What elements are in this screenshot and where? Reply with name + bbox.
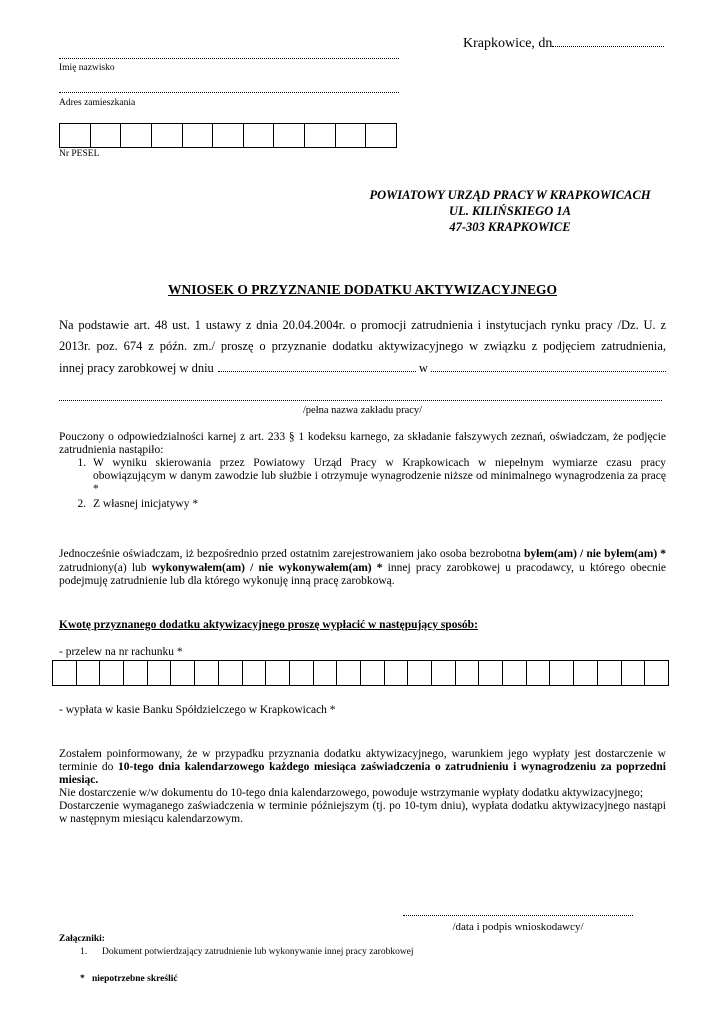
pesel-digit-box[interactable]	[183, 124, 214, 147]
declaration-b2: wykonywałem(am) / nie wykonywałem(am) *	[151, 561, 383, 574]
account-digit-box[interactable]	[314, 661, 338, 685]
pesel-digit-box[interactable]	[121, 124, 152, 147]
footnote	[80, 974, 178, 984]
place-date-label: Krapkowice, dn	[463, 36, 553, 51]
account-digit-box[interactable]	[503, 661, 527, 685]
employer-short-field[interactable]	[431, 371, 666, 372]
signature-label: /data i podpis wnioskodawcy/	[452, 921, 584, 933]
statement-list	[59, 457, 666, 511]
info-p1-bold: 10-tego dnia kalendarzowego każdego miesiąca zaświadczenia o zatrudnieniu i wynagrodzeniu za poprzedni miesiąc.	[59, 761, 666, 786]
place-date	[463, 36, 664, 52]
account-digit-box[interactable]	[171, 661, 195, 685]
account-digit-box[interactable]	[124, 661, 148, 685]
account-digit-box[interactable]	[243, 661, 267, 685]
account-digit-box[interactable]	[432, 661, 456, 685]
start-date-field[interactable]	[218, 371, 416, 372]
intro-line1: Na podstawie art. 48 ust. 1 ustawy z dnia 20.04.2004r. o promocji zatrudnienia i instytucjach rynku pracy /Dz. U. z	[59, 318, 666, 332]
declaration-p3: innej pracy zarobkowej u pracodawcy, u którego obecnie podejmuję zatrudnienie lub dla którego wykonuję inną pracę zarobkową.	[59, 561, 666, 587]
date-field[interactable]	[552, 46, 664, 47]
pesel-digit-box[interactable]	[60, 124, 91, 147]
cash-option: - wypłata w kasie Banku Spółdzielczego w Krapkowicach *	[59, 704, 336, 716]
account-digit-box[interactable]	[337, 661, 361, 685]
declaration-p2: zatrudniony(a) lub	[59, 561, 152, 574]
declaration	[59, 548, 666, 589]
account-digit-box[interactable]	[77, 661, 101, 685]
declaration-p1: Jednocześnie oświadczam, iż bezpośrednio przed ostatnim zarejestrowaniem jako osoba bezrobotna	[59, 548, 524, 560]
account-digit-box[interactable]	[622, 661, 646, 685]
payment-heading: Kwotę przyznanego dodatku aktywizacyjnego proszę wypłacić w następujący sposób:	[59, 619, 478, 631]
info-section	[59, 748, 666, 826]
account-digit-box[interactable]	[100, 661, 124, 685]
account-digit-box[interactable]	[479, 661, 503, 685]
statement-item-2: 2. Z własnej inicjatywy *	[89, 498, 666, 511]
declaration-b1: byłem(am) / nie byłem(am) *	[523, 548, 666, 560]
statement-text: Pouczony o odpowiedzialności karnej z art. 233 § 1 kodeksu karnego, za składanie fałszywych zeznań, oświadczam, że podjęcie zatrudnienia nastąpiło:	[59, 431, 666, 456]
intro-line3-w: w	[418, 361, 428, 375]
account-digit-box[interactable]	[53, 661, 77, 685]
attachment-item-1: 1. Dokument potwierdzający zatrudnienie lub wykonywanie innej pracy zarobkowej	[80, 947, 414, 957]
pesel-boxes[interactable]	[59, 123, 397, 148]
name-field[interactable]	[59, 52, 399, 59]
pesel-digit-box[interactable]	[213, 124, 244, 147]
statement-section	[59, 431, 666, 511]
account-digit-box[interactable]	[195, 661, 219, 685]
account-digit-box[interactable]	[385, 661, 409, 685]
transfer-option: - przelew na nr rachunku *	[59, 646, 183, 658]
account-digit-box[interactable]	[148, 661, 172, 685]
pesel-digit-box[interactable]	[244, 124, 275, 147]
account-digit-box[interactable]	[290, 661, 314, 685]
account-digit-box[interactable]	[266, 661, 290, 685]
account-digit-box[interactable]	[574, 661, 598, 685]
account-digit-box[interactable]	[645, 661, 668, 685]
recipient-line3: 47-303 KRAPKOWICE	[449, 220, 571, 234]
account-digit-box[interactable]	[550, 661, 574, 685]
account-digit-box[interactable]	[219, 661, 243, 685]
account-digit-box[interactable]	[598, 661, 622, 685]
info-p1-text: Zostałem poinformowany, że w przypadku przyznania dodatku aktywizacyjnego, warunkiem jego wypłaty jest dostarczenie w terminie do	[59, 748, 666, 773]
recipient-line2: UL. KILIŃSKIEGO 1A	[449, 204, 571, 218]
intro-line2: 2013r. poz. 674 z późn. zm./ proszę o przyznanie dodatku aktywizacyjnego w związku z podjęciem zatrudnienia,	[59, 339, 666, 353]
recipient-line1: POWIATOWY URZĄD PRACY W KRAPKOWICACH	[369, 188, 651, 202]
pesel-digit-box[interactable]	[274, 124, 305, 147]
employer-label: /pełna nazwa zakładu pracy/	[302, 405, 423, 416]
pesel-digit-box[interactable]	[91, 124, 122, 147]
name-label: Imię nazwisko	[59, 63, 115, 73]
attachments-heading: Załączniki:	[59, 934, 105, 944]
pesel-digit-box[interactable]	[152, 124, 183, 147]
attachment-item-1-text: Dokument potwierdzający zatrudnienie lub wykonywanie innej pracy zarobkowej	[102, 947, 414, 957]
signature-field[interactable]	[403, 911, 633, 916]
intro-line3	[59, 361, 666, 376]
account-digit-box[interactable]	[527, 661, 551, 685]
pesel-label: Nr PESEL	[59, 149, 100, 159]
address-field[interactable]	[59, 86, 399, 93]
info-p2: Nie dostarczenie w/w dokumentu do 10-tego dnia kalendarzowego, powoduje wstrzymanie wypłaty dodatku aktywizacyjnego;	[59, 787, 644, 799]
pesel-digit-box[interactable]	[305, 124, 336, 147]
footnote-text: niepotrzebne skreślić	[92, 974, 178, 984]
account-digit-box[interactable]	[456, 661, 480, 685]
intro-line3-text: innej pracy zarobkowej w dniu	[59, 361, 214, 375]
account-digit-box[interactable]	[408, 661, 432, 685]
statement-item-1: 1. W wyniku skierowania przez Powiatowy Urząd Pracy w Krapkowicach w niepełnym wymiarze czasu pracy obowiązującym w danym zawodzie lub służbie i otrzymuje wynagrodzenie niższe od minimalnego wynagrodzenia za pracę *	[89, 457, 666, 496]
info-p1	[59, 748, 666, 787]
document-title: WNIOSEK O PRZYZNANIE DODATKU AKTYWIZACYJNEGO	[167, 282, 558, 297]
account-digit-box[interactable]	[361, 661, 385, 685]
recipient-address	[360, 187, 660, 235]
employer-field[interactable]	[59, 396, 662, 401]
footnote-star: *	[80, 974, 85, 984]
info-p3: Dostarczenie wymaganego zaświadczenia w terminie późniejszym (tj. po 10-tym dniu), wypłata dodatku aktywizacyjnego nastąpi w następnym miesiącu kalendarzowym.	[59, 800, 666, 825]
pesel-digit-box[interactable]	[366, 124, 396, 147]
account-number-boxes[interactable]	[52, 660, 669, 686]
pesel-digit-box[interactable]	[336, 124, 367, 147]
address-label: Adres zamieszkania	[59, 98, 136, 108]
